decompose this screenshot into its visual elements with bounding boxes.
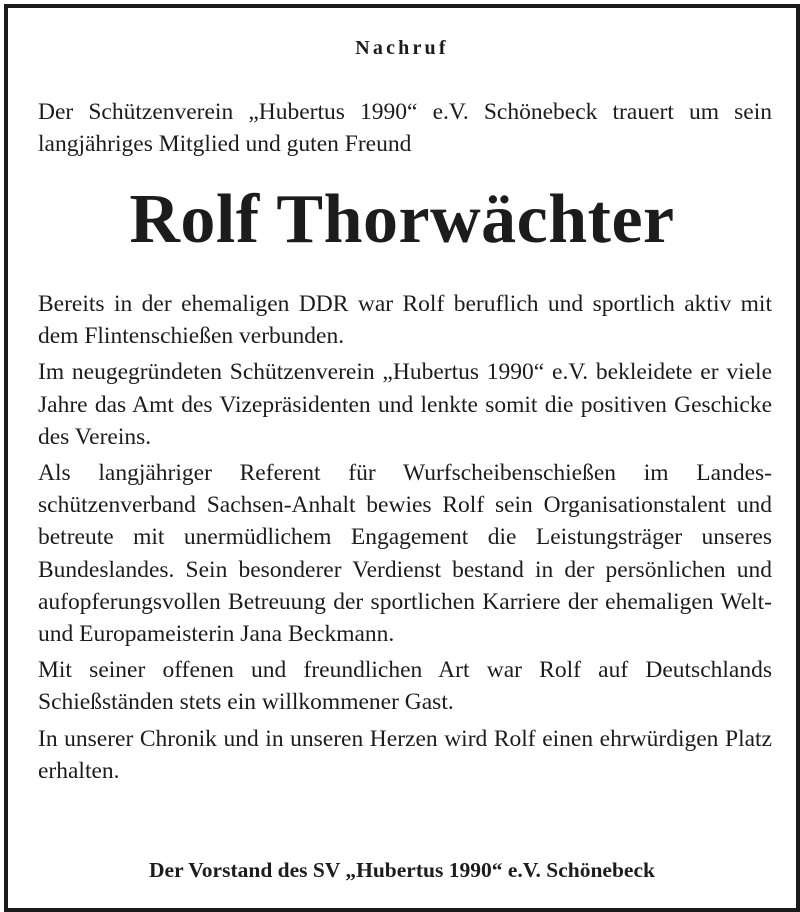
obituary-frame	[4, 4, 800, 912]
intro-text: Der Schützenverein „Hubertus 1990“ e.V. Schönebeck trauert um sein langjähriges Mitglied und guten Freund	[38, 99, 772, 157]
obituary-heading: Nachruf	[355, 37, 449, 59]
body-paragraph: In unserer Chronik und in unseren Herzen wird Rolf einen ehrwürdigen Platz erhalten.	[38, 725, 772, 784]
signature-line: Der Vorstand des SV „Hubertus 1990“ e.V. Schönebeck	[149, 858, 655, 882]
body-paragraph: Im neugegründeten Schützenverein „Hubertus 1990“ e.V. bekleidete er viele Jahre das Amt des Vizepräsidenten und lenkte somit die positiven Geschicke des Vereins.	[38, 359, 772, 450]
body-paragraph: Mit seiner offenen und freundlichen Art war Rolf auf Deutschlands Schießständen stets ein willkommener Gast.	[38, 657, 772, 716]
obituary-body	[38, 288, 772, 791]
body-paragraph: Als langjähriger Referent für Wurfscheibenschießen im Landesschützenverband Sachsen-Anhalt bewies Rolf sein Organisationstalent und betreute mit unermüdlichem Engagement die Leistungsträger unseres Bundeslandes. Sein besonderer Verdienst bestand in der persönlichen und aufopferungsvollen Betreuung der sportlichen Karriere der ehemaligen Welt- und Europameisterin Jana Beckmann.	[38, 460, 772, 648]
body-paragraph: Bereits in der ehemaligen DDR war Rolf beruflich und sportlich aktiv mit dem Flintenschießen verbunden.	[38, 291, 772, 350]
deceased-name: Rolf Thorwächter	[129, 181, 675, 258]
